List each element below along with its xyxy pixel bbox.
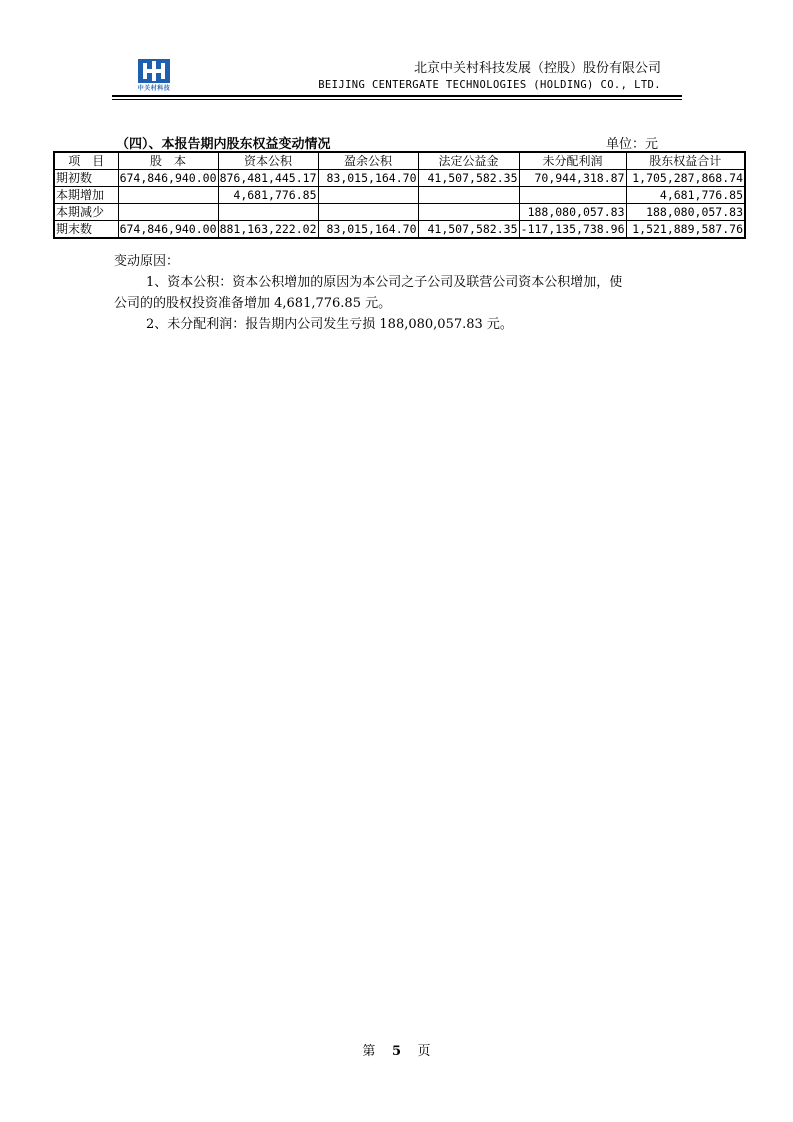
table-cell: 674,846,940.00: [119, 171, 217, 185]
header-rule-thick: [112, 95, 682, 97]
header-welfare-fund: 法定公益金: [418, 152, 519, 170]
table-cell: [218, 204, 318, 221]
unit-label: 单位：元: [606, 137, 659, 152]
row-label: 本期增加: [54, 187, 118, 204]
table-cell: 41,507,582.35: [418, 170, 519, 187]
header-capital-reserve: 资本公积: [218, 152, 318, 170]
header-item: 项 目: [54, 152, 118, 170]
page-suffix: 页: [417, 1044, 431, 1059]
table-cell: 83,015,164.70: [318, 221, 418, 239]
table-cell: [519, 187, 626, 204]
logo-caption: 中关村科技: [137, 85, 171, 92]
table-cell: 188,080,057.83: [626, 204, 745, 221]
row-label: 期初数: [54, 170, 118, 187]
table-cell: [318, 187, 418, 204]
header-share-capital: 股 本: [118, 152, 218, 170]
table-cell: 1,521,889,587.76: [626, 221, 745, 239]
table-cell: 188,080,057.83: [519, 204, 626, 221]
notes-heading: 变动原因：: [114, 254, 180, 269]
change-reasons: [114, 251, 694, 335]
header-total-equity: 股东权益合计: [626, 152, 745, 170]
table-cell: 4,681,776.85: [218, 187, 318, 204]
table-cell: 881,163,222.02: [219, 222, 317, 236]
table-cell: 83,015,164.70: [318, 170, 418, 187]
table-cell: [418, 187, 519, 204]
header-rule-thin: [112, 99, 682, 100]
table-row: [54, 187, 745, 204]
table-cell: 4,681,776.85: [626, 187, 745, 204]
table-cell: 70,944,318.87: [519, 170, 626, 187]
page-footer: [0, 1040, 793, 1059]
table-row: [54, 204, 745, 221]
note-capital-reserve: 1、资本公积：资本公积增加的原因为本公司之子公司及联营公司资本公积增加，使: [146, 275, 623, 290]
note-retained-earnings: 2、未分配利润：报告期内公司发生亏损 188,080,057.83 元。: [146, 317, 513, 332]
company-name-cn: 北京中关村科技发展（控股）股份有限公司: [413, 61, 661, 76]
note-capital-reserve-cont: 公司的的股权投资准备增加 4,681,776.85 元。: [114, 296, 392, 311]
table-row: [54, 170, 745, 187]
table-cell: 1,705,287,868.74: [626, 170, 745, 187]
header-surplus-reserve: 盈余公积: [318, 152, 418, 170]
header-retained-earnings: 未分配利润: [519, 152, 626, 170]
section-title: （四）、本报告期内股东权益变动情况: [116, 137, 331, 152]
table-row: [54, 221, 745, 239]
table-cell: [418, 204, 519, 221]
table-cell: 876,481,445.17: [219, 171, 317, 185]
table-cell: [118, 204, 218, 221]
row-label: 期末数: [54, 221, 118, 239]
table-cell: 41,507,582.35: [418, 221, 519, 239]
table-cell: [318, 204, 418, 221]
company-name-en: BEIJING CENTERGATE TECHNOLOGIES (HOLDING) CO., LTD.: [318, 79, 661, 91]
table-cell: 674,846,940.00: [119, 222, 217, 236]
page-number: 5: [391, 1044, 402, 1059]
table-cell: [118, 187, 218, 204]
table-cell: -117,135,738.96: [520, 222, 625, 236]
equity-change-table: [53, 151, 746, 239]
table-header-row: [54, 152, 745, 170]
row-label: 本期减少: [54, 204, 118, 221]
page-prefix: 第: [362, 1044, 376, 1059]
